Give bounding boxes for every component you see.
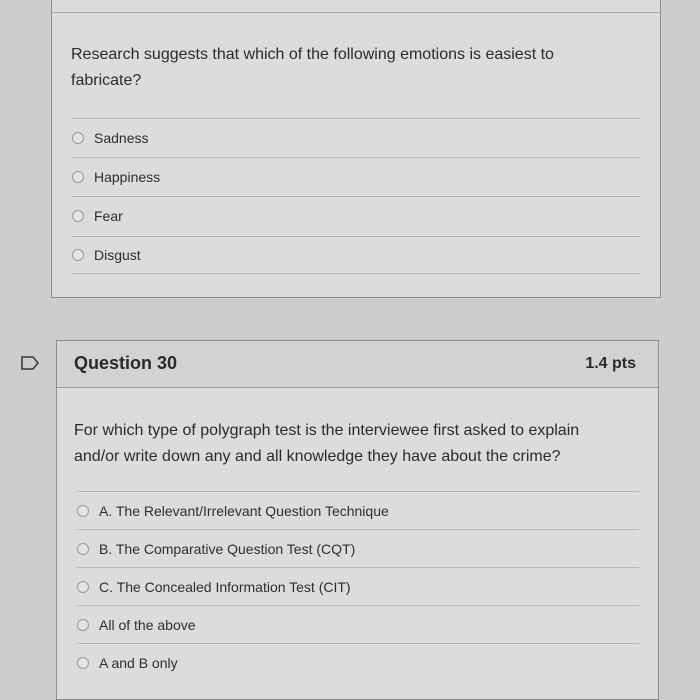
answer-label: Sadness xyxy=(94,129,149,146)
question-30-card xyxy=(56,340,659,700)
radio-unselected-icon[interactable] xyxy=(77,657,89,669)
radio-unselected-icon[interactable] xyxy=(72,171,84,183)
radio-unselected-icon[interactable] xyxy=(77,505,89,517)
answer-label: A. The Relevant/Irrelevant Question Technique xyxy=(99,502,389,519)
answer-label: Disgust xyxy=(94,247,141,263)
answer-label: Happiness xyxy=(94,168,161,185)
flag-outline-icon[interactable] xyxy=(21,356,39,370)
question-29-card xyxy=(51,0,661,298)
question-title: Question 30 xyxy=(74,353,178,373)
question-header xyxy=(57,341,658,388)
question-29-text: Research suggests that which of the following emotions is easiest to fabricate? xyxy=(71,46,554,89)
answer-option-all[interactable] xyxy=(77,605,639,643)
answer-label: Fear xyxy=(94,207,123,224)
radio-unselected-icon[interactable] xyxy=(72,210,84,222)
answer-option-disgust[interactable] xyxy=(72,236,640,274)
answer-option-c[interactable] xyxy=(77,567,639,605)
radio-unselected-icon[interactable] xyxy=(72,249,84,261)
radio-unselected-icon[interactable] xyxy=(77,581,89,593)
answer-option-happiness[interactable] xyxy=(72,157,640,195)
question-30-text: For which type of polygraph test is the interviewee first asked to explain and/or write down any and all knowledge they have about the crime? xyxy=(74,422,580,465)
answer-option-b[interactable] xyxy=(77,529,639,567)
answer-label: All of the above xyxy=(99,616,196,633)
answer-label: B. The Comparative Question Test (CQT) xyxy=(99,540,356,557)
answer-option-fear[interactable] xyxy=(72,196,640,234)
radio-unselected-icon[interactable] xyxy=(77,619,89,631)
question-points: 1.4 pts xyxy=(585,355,636,372)
answer-label: C. The Concealed Information Test (CIT) xyxy=(99,578,351,595)
answer-option-sadness[interactable] xyxy=(72,118,640,156)
answer-label: A and B only xyxy=(99,654,178,671)
answer-option-a-and-b[interactable] xyxy=(77,643,639,681)
radio-unselected-icon[interactable] xyxy=(72,132,84,144)
answer-option-a[interactable] xyxy=(77,491,639,529)
card-top-divider xyxy=(52,12,660,13)
radio-unselected-icon[interactable] xyxy=(77,543,89,555)
